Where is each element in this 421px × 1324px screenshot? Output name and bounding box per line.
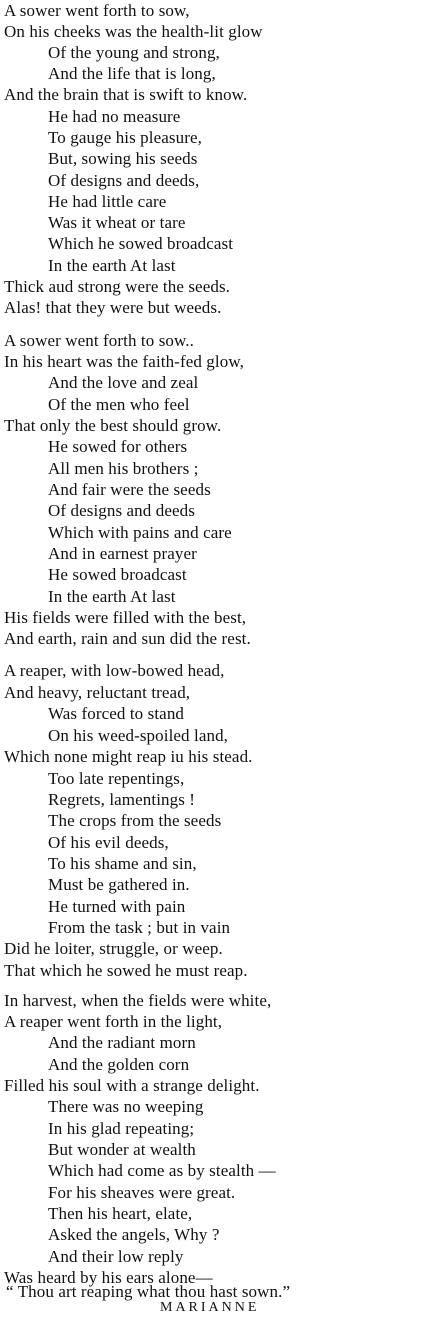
poem-line: Which had come as by stealth — [48,1161,276,1180]
poem-line: And the brain that is swift to know. [4,85,248,104]
poem-line: And earth, rain and sun did the rest. [4,629,251,648]
poem-line: Which he sowed broadcast [48,234,234,253]
poem-line: Of designs and deeds [48,501,195,520]
poem-line: Was it wheat or tare [48,213,186,232]
poem-line: And in earnest prayer [48,544,197,563]
poem-line: Then his heart, elate, [48,1204,193,1223]
poem-line: Was heard by his ears alone— [4,1268,213,1287]
poem-line: And the love and zeal [48,373,199,392]
poem-line: There was no weeping [48,1097,204,1116]
poem-line: And fair were the seeds [48,480,211,499]
poem-line: And the radiant morn [48,1033,196,1052]
poem-line: That only the best should grow. [4,416,222,435]
poem-line: A sower went forth to sow.. [4,331,194,350]
poem-line: A reaper went forth in the light, [4,1012,223,1031]
poem-line: From the task ; but in vain [48,918,231,937]
poem-line-final: “ Thou art reaping what thou hast sown.” [6,1282,291,1301]
author-signature: MARIANNE [160,1300,260,1315]
poem-line: He sowed for others [48,437,188,456]
poem-line: Of the men who feel [48,395,190,414]
poem-line: Must be gathered in. [48,875,190,894]
poem-line: A reaper, with low-bowed head, [4,661,225,680]
poem-line: And their low reply [48,1247,184,1266]
poem-line: Thick aud strong were the seeds. [4,277,231,296]
poem-line: He had no measure [48,107,181,126]
poem-line: He turned with pain [48,897,186,916]
poem-line: Of designs and deeds, [48,171,200,190]
poem-line: In his glad repeating; [48,1119,195,1138]
poem-line: He sowed broadcast [48,565,187,584]
poem-line: In the earth At last [48,256,176,275]
poem-line: Of his evil deeds, [48,833,169,852]
poem-line: On his weed-spoiled land, [48,726,229,745]
poem-line: And heavy, reluctant tread, [4,683,191,702]
poem-line: Was forced to stand [48,704,185,723]
poem-line: All men his brothers ; [48,459,199,478]
poem-line: To gauge his pleasure, [48,128,202,147]
poem-line: In his heart was the faith-fed glow, [4,352,244,371]
poem-line: Which none might reap iu his stead. [4,747,253,766]
poem-line: And the golden corn [48,1055,190,1074]
poem-line: Asked the angels, Why ? [48,1225,220,1244]
poem-line: Regrets, lamentings ! [48,790,196,809]
poem-line: Did he loiter, struggle, or weep. [4,939,223,958]
poem-line: Filled his soul with a strange delight. [4,1076,260,1095]
poem-line: In harvest, when the fields were white, [4,991,272,1010]
poem-line: Which with pains and care [48,523,232,542]
poem-line: Alas! that they were but weeds. [4,298,222,317]
poem-line: The crops from the seeds [48,811,222,830]
poem-line: To his shame and sin, [48,854,197,873]
poem-line: Too late repentings, [48,769,185,788]
poem-line: On his cheeks was the health-lit glow [4,22,263,41]
poem-line: He had little care [48,192,167,211]
poem-line: Of the young and strong, [48,43,220,62]
poem-line: But, sowing his seeds [48,149,198,168]
poem-line: But wonder at wealth [48,1140,196,1159]
poem-line: His fields were filled with the best, [4,608,247,627]
poem-line: For his sheaves were great. [48,1183,236,1202]
poem-line: In the earth At last [48,587,176,606]
poem-line: That which he sowed he must reap. [4,961,248,980]
poem-line: And the life that is long, [48,64,216,83]
poem-line: A sower went forth to sow, [4,1,190,20]
